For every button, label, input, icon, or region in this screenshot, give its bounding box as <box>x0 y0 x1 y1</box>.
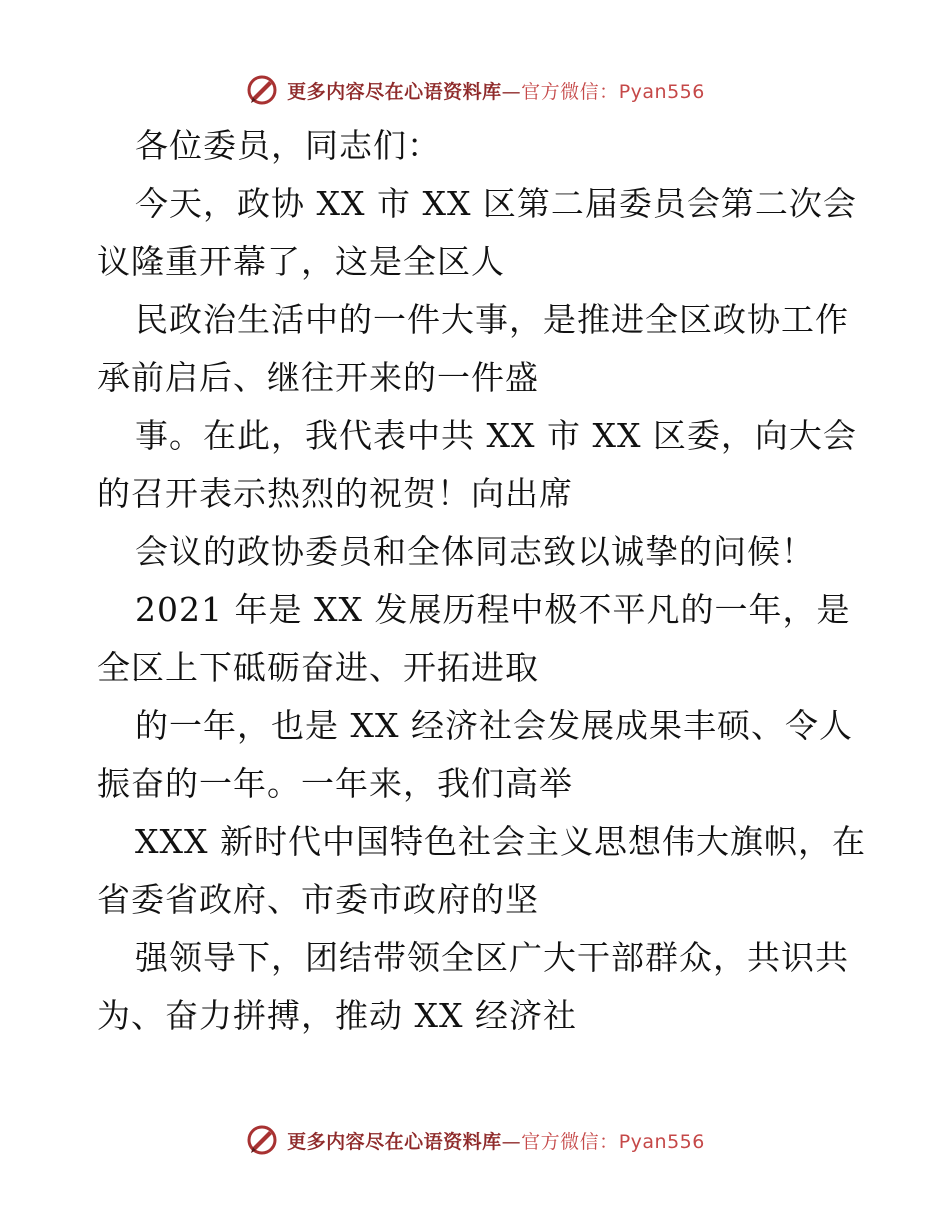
text-line: 2021 年是 XX 发展历程中极不平凡的一年，是 <box>135 590 851 629</box>
banner-wechat-id: Pyan556 <box>618 80 705 103</box>
text-line: 承前启后、继往开来的一件盛 <box>97 358 539 397</box>
text-line: XXX 新时代中国特色社会主义思想伟大旗帜，在 <box>135 822 866 861</box>
banner-wechat-id: Pyan556 <box>618 1130 705 1153</box>
text-line: 事。在此，我代表中共 XX 市 XX 区委，向大会 <box>135 416 857 455</box>
footer-banner <box>0 1120 950 1160</box>
banner-main-text: 更多内容尽在心语资料库 <box>287 1130 502 1153</box>
banner-text <box>287 1127 705 1154</box>
document-body <box>97 117 866 1045</box>
header-banner <box>0 70 950 110</box>
text-line: 振奋的一年。一年来，我们高举 <box>97 764 573 803</box>
banner-wechat-label: 官方微信： <box>521 80 619 103</box>
banner-dash: — <box>501 80 522 103</box>
text-line: 各位委员，同志们： <box>135 126 441 165</box>
text-line: 民政治生活中的一件大事，是推进全区政协工作 <box>135 300 849 339</box>
banner-main-text: 更多内容尽在心语资料库 <box>287 80 502 103</box>
red-pen-circle-logo-icon <box>245 73 279 107</box>
banner-wechat-label: 官方微信： <box>521 1130 619 1153</box>
text-line: 今天，政协 XX 市 XX 区第二届委员会第二次会 <box>135 184 857 223</box>
text-line: 为、奋力拼搏，推动 XX 经济社 <box>97 996 577 1035</box>
text-line: 全区上下砥砺奋进、开拓进取 <box>97 648 539 687</box>
text-line: 会议的政协委员和全体同志致以诚挚的问候！ <box>135 532 815 571</box>
text-line: 议隆重开幕了，这是全区人 <box>97 242 505 281</box>
red-pen-circle-logo-icon <box>245 1123 279 1157</box>
banner-dash: — <box>501 1130 522 1153</box>
text-line: 省委省政府、市委市政府的坚 <box>97 880 539 919</box>
banner-text <box>287 77 705 104</box>
text-line: 的召开表示热烈的祝贺！向出席 <box>97 474 573 513</box>
text-line: 的一年，也是 XX 经济社会发展成果丰硕、令人 <box>135 706 853 745</box>
text-line: 强领导下，团结带领全区广大干部群众，共识共 <box>135 938 849 977</box>
